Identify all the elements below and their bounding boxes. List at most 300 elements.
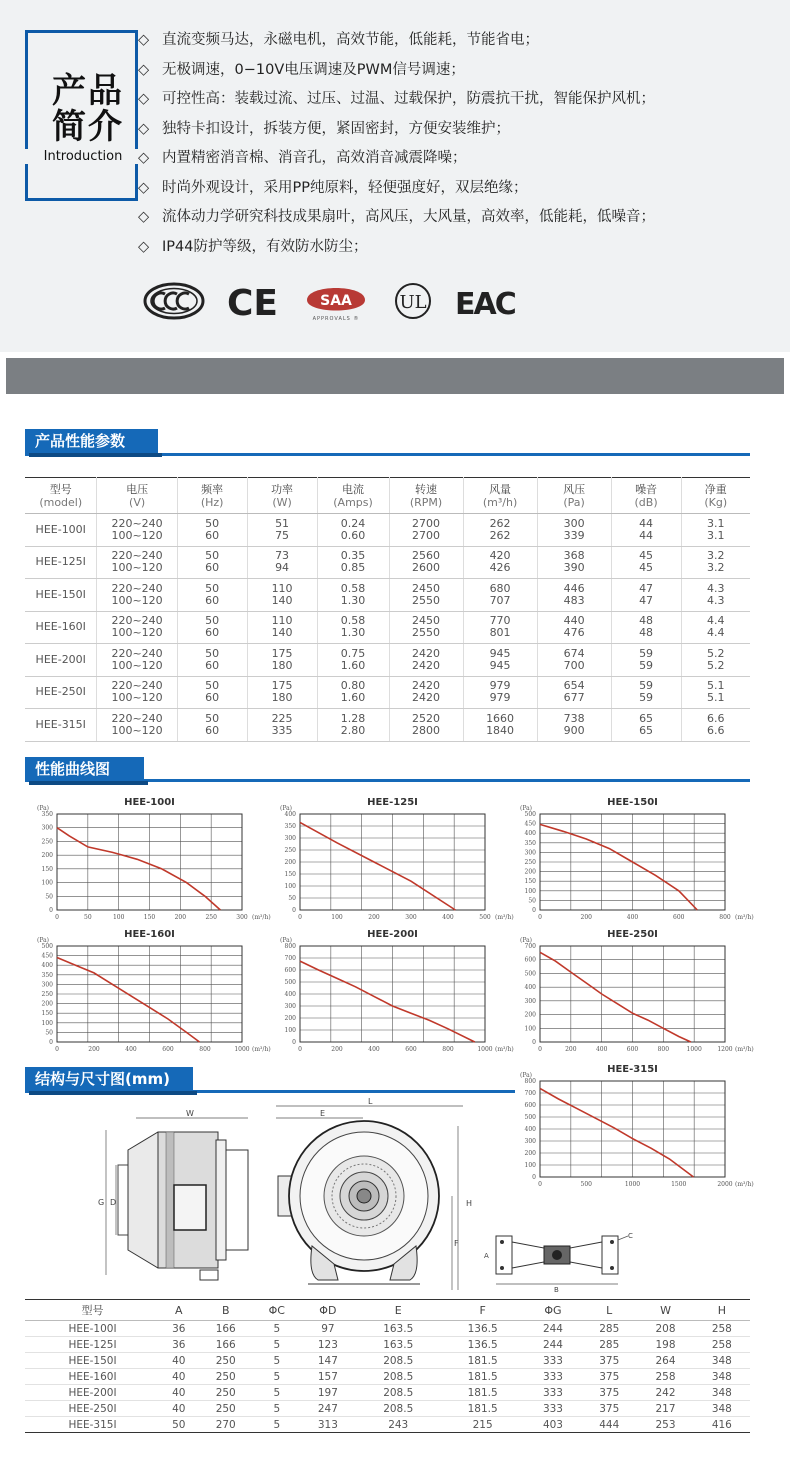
table-cell — [537, 546, 611, 579]
cell-value: 73 — [275, 549, 290, 563]
y-tick-label: 400 — [41, 962, 53, 970]
column-name: 电压 — [126, 482, 149, 496]
column-name: 频率 — [201, 482, 224, 496]
cell-value: 1.30 — [340, 593, 366, 607]
table-row — [25, 1401, 750, 1417]
model-cell: HEE-250I — [25, 676, 97, 709]
cell-value: 60 — [205, 593, 220, 607]
cell-value: 2420 — [412, 646, 441, 660]
table-cell: 181.5 — [440, 1369, 524, 1385]
cell-value: 2.80 — [340, 723, 366, 737]
y-tick-label: 700 — [524, 1090, 536, 1097]
table-cell: 5 — [254, 1353, 300, 1369]
dim-label-f: F — [454, 1239, 459, 1248]
x-tick-label: 200 — [565, 1046, 577, 1053]
cell-value: 426 — [489, 561, 511, 575]
cell-value: 59 — [639, 691, 654, 705]
table-cell: HEE-150I — [25, 1353, 160, 1369]
table-cell: 258 — [694, 1321, 750, 1337]
x-tick-label: 200 — [174, 914, 187, 921]
cell-value: 50 — [205, 646, 220, 660]
x-tick-label: 400 — [442, 914, 454, 921]
intro-title-box — [25, 30, 138, 201]
cell-value: 60 — [205, 528, 220, 542]
y-tick-label: 250 — [41, 838, 53, 846]
cell-value: 59 — [639, 646, 654, 660]
cell-value: 180 — [271, 658, 293, 672]
table-cell: 258 — [694, 1337, 750, 1353]
cell-value: 0.58 — [340, 581, 366, 595]
cell-value: 0.80 — [340, 679, 366, 693]
cell-value: 2450 — [412, 614, 441, 628]
cell-value: 677 — [563, 691, 585, 705]
y-tick-label: 0 — [49, 907, 53, 914]
cell-value: 100~120 — [111, 658, 163, 672]
table-cell: 348 — [694, 1369, 750, 1385]
cell-value: 738 — [563, 711, 585, 725]
y-axis-label: (Pa) — [520, 937, 533, 944]
cell-value: 979 — [489, 679, 511, 693]
cell-value: 44 — [639, 528, 654, 542]
cell-value: 476 — [563, 626, 585, 640]
y-tick-label: 0 — [532, 1039, 536, 1046]
dim-label-w: W — [186, 1109, 194, 1118]
y-tick-label: 250 — [524, 859, 536, 866]
x-tick-label: 1200 — [717, 1046, 733, 1053]
x-tick-label: 200 — [368, 914, 380, 921]
table-cell — [681, 546, 750, 579]
cell-value: 100~120 — [111, 593, 163, 607]
cell-value: 900 — [563, 723, 585, 737]
table-cell: 136.5 — [440, 1321, 524, 1337]
dimension-column-header: ΦG — [525, 1300, 581, 1321]
y-tick-label: 300 — [524, 997, 536, 1005]
feature-text: 流体动力学研究科技成果扇叶，高风压，大风量，高效率，低能耗，低噪音； — [162, 209, 655, 225]
table-cell: 123 — [300, 1337, 356, 1353]
y-tick-label: 100 — [284, 1027, 296, 1034]
x-tick-label: 150 — [143, 914, 156, 921]
y-tick-label: 450 — [41, 952, 53, 960]
cell-value: 100~120 — [111, 528, 163, 542]
table-cell — [247, 611, 317, 644]
x-tick-label: 1000 — [234, 1046, 250, 1053]
table-row — [25, 1385, 750, 1401]
table-cell — [463, 676, 537, 709]
table-cell: HEE-200I — [25, 1385, 160, 1401]
cell-value: 446 — [563, 581, 585, 595]
cell-value: 262 — [489, 528, 511, 542]
table-cell — [247, 676, 317, 709]
x-axis-unit: (m³/h) — [735, 1181, 754, 1188]
table-cell: 285 — [581, 1321, 637, 1337]
cell-value: 2420 — [412, 691, 441, 705]
dimension-table-body — [25, 1321, 750, 1433]
model-cell: HEE-150I — [25, 579, 97, 612]
cell-value: 220~240 — [111, 711, 163, 725]
y-tick-label: 250 — [41, 991, 53, 998]
y-axis-label: (Pa) — [37, 805, 50, 812]
x-tick-label: 1500 — [671, 1181, 687, 1188]
saa-logo-icon — [301, 280, 371, 322]
cell-value: 48 — [639, 626, 654, 640]
cell-value: 45 — [639, 561, 654, 575]
cell-value: 44 — [639, 516, 654, 530]
y-tick-label: 500 — [41, 943, 53, 950]
y-tick-label: 350 — [41, 811, 53, 818]
performance-column-header — [611, 478, 681, 514]
intro-section — [0, 0, 790, 352]
dimension-column-header: F — [440, 1300, 524, 1321]
table-cell — [177, 676, 247, 709]
x-axis-unit: (m³/h) — [252, 1046, 271, 1053]
y-tick-label: 500 — [524, 811, 536, 818]
y-tick-label: 50 — [45, 893, 53, 901]
table-cell: 5 — [254, 1337, 300, 1353]
y-tick-label: 150 — [524, 878, 536, 886]
table-cell: 208 — [637, 1321, 693, 1337]
column-unit: (Pa) — [563, 495, 585, 509]
table-cell — [681, 644, 750, 677]
x-tick-label: 600 — [405, 1046, 417, 1053]
x-tick-label: 2000 — [717, 1181, 733, 1188]
x-tick-label: 300 — [236, 914, 248, 921]
feature-text: 内置精密消音棉、消音孔，高效消音减震降噪； — [162, 150, 467, 166]
cell-value: 2600 — [412, 561, 441, 575]
cell-value: 0.85 — [340, 561, 366, 575]
cell-value: 50 — [205, 711, 220, 725]
cell-value: 770 — [489, 614, 511, 628]
table-cell — [177, 709, 247, 742]
y-tick-label: 400 — [524, 830, 536, 838]
cell-value: 2700 — [412, 528, 441, 542]
cell-value: 945 — [489, 646, 511, 660]
dimension-column-header: B — [198, 1300, 254, 1321]
cell-value: 140 — [271, 626, 293, 640]
cell-value: 339 — [563, 528, 585, 542]
table-cell: 247 — [300, 1401, 356, 1417]
feature-text: 独特卡扣设计，拆装方便，紧固密封，方便安装维护； — [162, 120, 510, 137]
x-axis-unit: (m³/h) — [495, 914, 514, 921]
feature-text: 直流变频马达，永磁电机，高效节能，低能耗，节能省电； — [162, 32, 539, 48]
cell-value: 420 — [489, 549, 511, 563]
model-cell: HEE-100I — [25, 514, 97, 547]
y-tick-label: 300 — [284, 835, 296, 842]
series-line — [540, 824, 697, 910]
table-cell: 181.5 — [440, 1353, 524, 1369]
table-cell — [389, 611, 463, 644]
dimension-column-header: W — [637, 1300, 693, 1321]
table-cell: 313 — [300, 1417, 356, 1433]
table-cell — [317, 546, 389, 579]
table-cell — [317, 514, 389, 547]
table-cell: 50 — [160, 1417, 198, 1433]
diamond-icon: ◇ — [138, 61, 150, 78]
table-cell: 270 — [198, 1417, 254, 1433]
feature-item — [138, 58, 655, 88]
cell-value: 945 — [489, 658, 511, 672]
dim-label-g: G — [98, 1198, 105, 1207]
cell-value: 47 — [639, 581, 654, 595]
table-cell: 444 — [581, 1417, 637, 1433]
table-cell — [97, 709, 177, 742]
y-tick-label: 200 — [41, 852, 53, 860]
cell-value: 100~120 — [111, 561, 163, 575]
structure-heading: 结构与尺寸图(mm) — [25, 1067, 193, 1091]
cell-value: 0.60 — [340, 528, 366, 542]
table-cell — [247, 644, 317, 677]
diamond-icon: ◇ — [138, 179, 150, 196]
table-cell: 250 — [198, 1353, 254, 1369]
cell-value: 45 — [639, 549, 654, 563]
table-cell — [389, 579, 463, 612]
table-cell: 264 — [637, 1353, 693, 1369]
y-tick-label: 0 — [292, 907, 296, 914]
table-cell — [611, 709, 681, 742]
performance-column-header — [247, 478, 317, 514]
table-cell — [463, 579, 537, 612]
table-cell — [681, 676, 750, 709]
series-line — [300, 822, 455, 910]
x-tick-label: 200 — [580, 914, 592, 921]
y-axis-label: (Pa) — [37, 937, 50, 944]
cell-value: 4.3 — [707, 581, 725, 595]
table-cell — [177, 644, 247, 677]
y-tick-label: 200 — [524, 1011, 536, 1019]
table-cell — [463, 611, 537, 644]
table-cell: 5 — [254, 1321, 300, 1337]
table-cell: 163.5 — [356, 1337, 440, 1353]
table-cell — [317, 611, 389, 644]
cell-value: 220~240 — [111, 679, 163, 693]
section-divider-bar — [6, 358, 784, 394]
cell-value: 0.75 — [340, 646, 366, 660]
y-axis-label: (Pa) — [520, 1072, 533, 1079]
y-tick-label: 100 — [524, 1025, 536, 1033]
table-cell — [537, 676, 611, 709]
table-cell: HEE-160I — [25, 1369, 160, 1385]
dim-label-c: C — [628, 1232, 633, 1240]
cell-value: 60 — [205, 626, 220, 640]
table-cell: 197 — [300, 1385, 356, 1401]
dimension-column-header: L — [581, 1300, 637, 1321]
y-tick-label: 800 — [524, 1078, 536, 1085]
column-unit: (W) — [272, 495, 292, 509]
x-tick-label: 0 — [538, 914, 542, 921]
cell-value: 801 — [489, 626, 511, 640]
intro-title-line2: 简介 — [52, 107, 124, 147]
x-tick-label: 1000 — [477, 1046, 493, 1053]
diamond-icon: ◇ — [138, 32, 150, 48]
cell-value: 50 — [205, 581, 220, 595]
x-tick-label: 300 — [405, 914, 417, 921]
y-tick-label: 100 — [284, 883, 296, 890]
cell-value: 2520 — [412, 711, 441, 725]
cell-value: 2420 — [412, 658, 441, 672]
performance-table-header — [25, 478, 750, 514]
diamond-icon: ◇ — [138, 91, 150, 107]
table-cell: 208.5 — [356, 1369, 440, 1385]
dim-label-e: E — [320, 1109, 326, 1118]
performance-column-header — [389, 478, 463, 514]
chart-title: HEE-100I — [124, 797, 175, 808]
y-tick-label: 400 — [524, 1126, 536, 1133]
dimension-column-header: E — [356, 1300, 440, 1321]
x-tick-label: 0 — [55, 914, 59, 921]
table-cell: 208.5 — [356, 1385, 440, 1401]
cell-value: 60 — [205, 691, 220, 705]
y-tick-label: 300 — [41, 981, 53, 989]
dimension-column-header: ΦD — [300, 1300, 356, 1321]
chart-title: HEE-200I — [367, 929, 418, 940]
x-tick-label: 0 — [55, 1046, 59, 1053]
cell-value: 47 — [639, 593, 654, 607]
table-cell: 40 — [160, 1385, 198, 1401]
performance-column-header — [537, 478, 611, 514]
table-row — [25, 1369, 750, 1385]
feature-item — [138, 235, 655, 265]
dimension-column-header: 型号 — [25, 1300, 160, 1321]
table-cell: 163.5 — [356, 1321, 440, 1337]
table-cell: 403 — [525, 1417, 581, 1433]
table-row — [25, 611, 750, 644]
x-axis-unit: (m³/h) — [495, 1046, 514, 1053]
table-row — [25, 1353, 750, 1369]
performance-table — [25, 477, 750, 742]
table-cell — [97, 676, 177, 709]
feature-item — [138, 87, 655, 117]
saa-logo-sub: APPROVALS ® — [312, 316, 360, 322]
table-cell: HEE-100I — [25, 1321, 160, 1337]
cell-value: 1840 — [486, 723, 515, 737]
cell-value: 60 — [205, 658, 220, 672]
dim-label-b: B — [554, 1286, 559, 1294]
cell-value: 0.58 — [340, 614, 366, 628]
model-cell: HEE-200I — [25, 644, 97, 677]
x-tick-label: 800 — [719, 914, 731, 921]
cell-value: 100~120 — [111, 691, 163, 705]
table-row — [25, 644, 750, 677]
cell-value: 4.3 — [707, 593, 725, 607]
certification-logos — [143, 282, 515, 324]
cell-value: 140 — [271, 593, 293, 607]
table-cell — [389, 709, 463, 742]
table-cell — [537, 514, 611, 547]
x-tick-label: 800 — [442, 1046, 454, 1053]
table-cell: 136.5 — [440, 1337, 524, 1353]
table-cell: 416 — [694, 1417, 750, 1433]
table-cell — [317, 676, 389, 709]
y-tick-label: 500 — [524, 1114, 536, 1121]
x-tick-label: 500 — [479, 914, 491, 921]
table-cell: 181.5 — [440, 1385, 524, 1401]
y-tick-label: 600 — [524, 1102, 536, 1109]
x-tick-label: 500 — [580, 1181, 592, 1188]
table-cell — [97, 546, 177, 579]
y-tick-label: 800 — [284, 943, 296, 950]
y-tick-label: 300 — [41, 824, 53, 832]
cell-value: 2420 — [412, 679, 441, 693]
ce-logo-text: CE — [227, 283, 279, 324]
column-name: 噪音 — [635, 482, 658, 496]
feature-item — [138, 176, 655, 206]
table-cell — [681, 709, 750, 742]
cell-value: 220~240 — [111, 516, 163, 530]
performance-heading: 产品性能参数 — [25, 429, 158, 453]
table-row — [25, 546, 750, 579]
y-tick-label: 150 — [41, 865, 53, 873]
table-cell: 97 — [300, 1321, 356, 1337]
cell-value: 335 — [271, 723, 293, 737]
cell-value: 60 — [205, 723, 220, 737]
table-cell: 5 — [254, 1369, 300, 1385]
feature-text: 无极调速，0−10V电压调速及PWM信号调速； — [162, 61, 465, 78]
y-tick-label: 200 — [284, 859, 296, 866]
table-cell: 5 — [254, 1417, 300, 1433]
table-cell — [611, 579, 681, 612]
column-name: 型号 — [49, 482, 72, 496]
cell-value: 1.60 — [340, 691, 366, 705]
chart-title: HEE-315I — [607, 1064, 658, 1075]
cell-value: 220~240 — [111, 549, 163, 563]
performance-column-header — [317, 478, 389, 514]
x-tick-label: 400 — [595, 1046, 608, 1053]
x-tick-label: 600 — [673, 914, 685, 921]
table-cell — [317, 709, 389, 742]
feature-item — [138, 28, 655, 58]
table-cell: 5 — [254, 1401, 300, 1417]
dimension-table-header — [25, 1300, 750, 1321]
table-cell: HEE-315I — [25, 1417, 160, 1433]
cell-value: 59 — [639, 658, 654, 672]
cell-value: 707 — [489, 593, 511, 607]
x-tick-label: 100 — [331, 914, 343, 921]
table-cell — [177, 579, 247, 612]
y-tick-label: 100 — [524, 1162, 536, 1169]
y-tick-label: 0 — [49, 1039, 53, 1046]
x-tick-label: 0 — [298, 914, 302, 921]
column-name: 风量 — [489, 482, 512, 496]
ccc-logo-icon — [143, 282, 205, 320]
table-cell: 258 — [637, 1369, 693, 1385]
table-cell: 375 — [581, 1385, 637, 1401]
cell-value: 1.60 — [340, 658, 366, 672]
table-cell — [247, 514, 317, 547]
table-cell: 375 — [581, 1353, 637, 1369]
x-tick-label: 0 — [538, 1046, 542, 1053]
cell-value: 3.1 — [707, 516, 725, 530]
cell-value: 700 — [563, 658, 585, 672]
y-tick-label: 400 — [524, 984, 536, 992]
y-tick-label: 0 — [292, 1039, 296, 1046]
cell-value: 390 — [563, 561, 585, 575]
x-tick-label: 600 — [162, 1046, 174, 1053]
cell-value: 51 — [275, 516, 290, 530]
cell-value: 1660 — [486, 711, 515, 725]
x-tick-label: 400 — [125, 1046, 137, 1053]
cell-value: 440 — [563, 614, 585, 628]
table-cell: 244 — [525, 1321, 581, 1337]
x-tick-label: 600 — [626, 1046, 639, 1053]
y-tick-label: 100 — [41, 1019, 53, 1027]
cell-value: 50 — [205, 614, 220, 628]
table-cell — [97, 514, 177, 547]
table-cell: 375 — [581, 1401, 637, 1417]
table-row — [25, 676, 750, 709]
x-tick-label: 400 — [368, 1046, 380, 1053]
x-tick-label: 1000 — [686, 1046, 702, 1053]
table-cell — [681, 611, 750, 644]
table-cell: 36 — [160, 1321, 198, 1337]
